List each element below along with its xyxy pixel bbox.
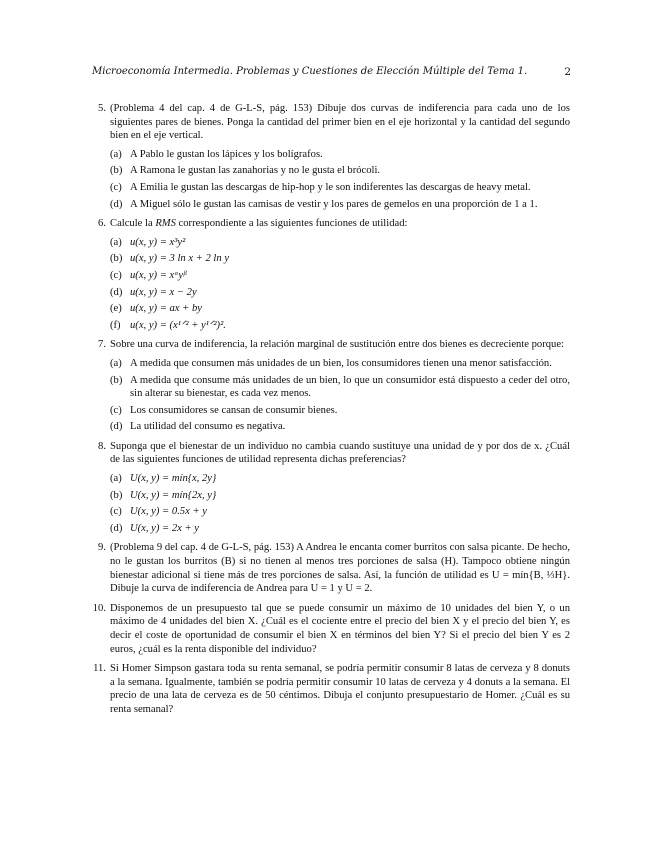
option-label: (c) [110,181,122,193]
option-item [110,420,570,434]
option-item [110,164,570,178]
option-item [110,505,570,519]
option-item [110,302,570,316]
option-label: (e) [110,303,122,315]
option-label: (a) [110,473,122,485]
option-text: A medida que consumen más unidades de un bien, los consumidores tienen una menor satisfacción. [130,357,552,369]
option-label: (c) [110,506,122,518]
question-number: 11. [93,663,106,675]
question-8 [92,440,570,536]
option-list [110,357,570,434]
option-label: (d) [110,286,123,298]
question-text: Suponga que el bienestar de un individuo no cambia cuando sustituye una unidad de y por dos de x. ¿Cuál de las siguientes funciones de utilidad representa dichas preferencias? [110,440,570,466]
option-text: A Miguel sólo le gustan las camisas de vestir y los pares de gemelos en una proporción de 1 a 1. [130,198,538,210]
option-item [110,404,570,418]
option-formula: U(x, y) = mín{2x, y} [130,489,217,501]
option-item [110,181,570,195]
option-formula: U(x, y) = mín{x, 2y} [130,473,217,485]
question-text: (Problema 4 del cap. 4 de G-L-S, pág. 153) Dibuje dos curvas de indiferencia para cada uno de los siguientes pares de bienes. Ponga la cantidad del primer bien en el eje horizontal y la cantidad del segundo bien en el eje vertical. [110,103,570,142]
option-label: (c) [110,269,122,281]
page-number: 2 [564,66,571,78]
option-item [110,374,570,401]
option-label: (d) [110,198,123,210]
option-item [110,198,570,212]
question-text: (Problema 9 del cap. 4 de G-L-S, pág. 153) A Andrea le encanta comer burritos con salsa picante. De hecho, no le gustan los burritos (B) si no tienen al menos tres porciones de salsa (H). Tampoco obtiene ningún bienestar adicional si tiene más de tres porciones de salsa. Así, la función de utilidad es U = mín{B, ⅓H}. Dibuje la curva de indiferencia de Andrea para U = 1 y U = 2. [110,542,570,595]
option-item [110,522,570,536]
option-text: A Pablo le gustan los lápices y los bolígrafos. [130,148,323,160]
question-text: Sobre una curva de indiferencia, la relación marginal de sustitución entre dos bienes es decreciente porque: [110,339,564,351]
question-10 [92,602,570,656]
option-item [110,489,570,503]
question-list [92,102,570,723]
question-number: 10. [92,602,106,614]
option-formula: U(x, y) = 2x + y [130,522,199,534]
option-item [110,286,570,300]
option-label: (a) [110,357,122,369]
question-text: Disponemos de un presupuesto tal que se puede consumir un máximo de 10 unidades del bien Y, o un máximo de 4 unidades del bien X. ¿Cuál es el cociente entre el precio del bien X y el precio del bien Y, es decir el coste de oportunidad de consumir el bien X en términos del bien Y? Si el precio del bien Y es 2 euros, ¿cuál es la renta disponible del individuo? [110,602,570,655]
option-item [110,148,570,162]
question-number: 7. [98,339,106,351]
option-label: (d) [110,522,123,534]
question-number: 8. [98,440,106,452]
running-header: Microeconomía Intermedia. Problemas y Cuestiones de Elección Múltiple del Tema 1. [92,66,528,77]
option-text: Los consumidores se cansan de consumir bienes. [130,404,338,416]
option-label: (a) [110,148,122,160]
option-list [110,236,570,333]
option-formula: u(x, y) = (x¹ᐟ² + y¹ᐟ²)². [130,319,226,331]
option-text: La utilidad del consumo es negativa. [130,421,286,433]
option-list [110,472,570,535]
option-label: (f) [110,319,121,331]
option-formula: u(x, y) = x³y² [130,236,186,248]
option-item [110,357,570,371]
option-label: (d) [110,421,123,433]
option-label: (b) [110,253,123,265]
option-item [110,472,570,486]
question-7 [92,338,570,434]
option-formula: u(x, y) = x − 2y [130,286,197,298]
question-number: 6. [98,218,106,230]
option-list [110,148,570,211]
question-text: Calcule la RMS correspondiente a las siguientes funciones de utilidad: [110,218,408,230]
question-5 [92,102,570,211]
question-9 [92,541,570,595]
option-label: (b) [110,165,123,177]
question-text: Si Homer Simpson gastara toda su renta semanal, se podría permitir consumir 8 latas de cerveza y 8 donuts a la semana. Igualmente, también se podría permitir consumir 10 latas de cerveza y 4 donuts a la semana. El precio de una lata de cerveza es de 50 céntimos. Dibuja el conjunto presupuestario de Homer. ¿Cuál es su renta semanal? [110,663,570,715]
option-item [110,236,570,250]
option-label: (c) [110,404,122,416]
option-formula: u(x, y) = ax + by [130,303,202,315]
option-label: (b) [110,374,123,386]
question-number: 5. [98,103,106,114]
option-formula: U(x, y) = 0.5x + y [130,506,207,518]
question-11 [92,662,570,716]
option-formula: u(x, y) = xᵅyᵝ [130,269,187,281]
option-item [110,252,570,266]
option-item [110,269,570,283]
math-rms: RMS [155,218,176,230]
option-text: A Ramona le gustan las zanahorias y no le gusta el brócoli. [130,165,381,177]
question-number: 9. [98,542,106,554]
option-item [110,319,570,333]
option-label: (b) [110,489,123,501]
option-text: A medida que consume más unidades de un bien, lo que un consumidor está dispuesto a ceder del otro, sin alterar su bienestar, es cada vez menos. [130,374,570,400]
option-text: A Emilia le gustan las descargas de hip-hop y le son indiferentes las descargas de heavy metal. [130,181,531,193]
option-formula: u(x, y) = 3 ln x + 2 ln y [130,253,230,265]
option-label: (a) [110,236,122,248]
question-6 [92,217,570,332]
